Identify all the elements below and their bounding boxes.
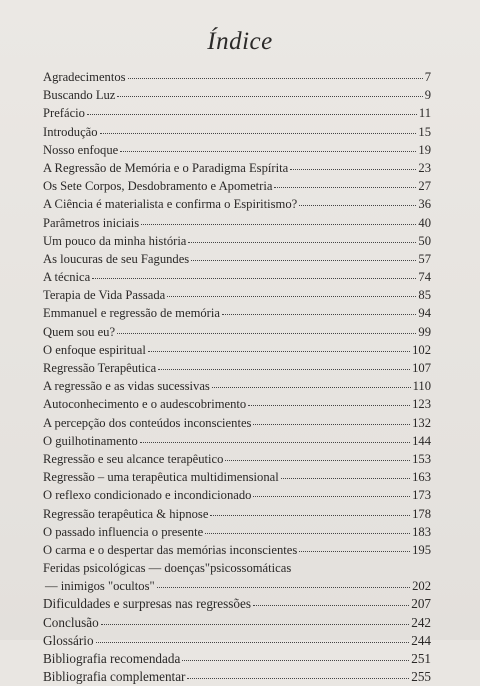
toc-entry-page-number: 242: [411, 614, 431, 630]
toc-entry-page-number: 110: [412, 379, 431, 394]
toc-entry: [43, 214, 431, 232]
toc-entry-title: Bibliografia recomendada: [43, 651, 181, 666]
dot-leader: [253, 424, 410, 425]
toc-entry-title: A regressão e as vidas sucessivas: [43, 379, 210, 394]
toc-entry-page-number: 251: [411, 651, 431, 666]
dot-leader: [281, 478, 410, 479]
dot-leader: [96, 642, 410, 643]
toc-entry-title: O carma e o despertar das memórias inconscientes: [43, 542, 298, 557]
dot-leader: [210, 515, 410, 516]
toc-entry-title: O enfoque espiritual: [43, 342, 146, 357]
toc-entry-page-number: 183: [412, 524, 431, 539]
toc-entry: [43, 650, 431, 668]
toc-entry-page-number: 9: [424, 88, 431, 103]
toc-entry-page-number: 255: [411, 669, 431, 685]
toc-entry: [43, 141, 431, 159]
dot-leader: [290, 169, 416, 170]
toc-entry: [43, 250, 431, 268]
toc-entry: [43, 341, 431, 359]
toc-entry-page-number: 50: [418, 233, 431, 248]
toc-entry-title: Autoconhecimento e o audescobrimento: [43, 397, 247, 412]
toc-entry: [43, 323, 431, 341]
toc-entry-page-number: 74: [418, 270, 431, 285]
toc-entry: [43, 286, 431, 304]
toc-entry: [43, 668, 431, 686]
dot-leader: [253, 605, 409, 606]
toc-entry-page-number: 202: [412, 579, 431, 594]
toc-entry: [43, 395, 431, 413]
toc-entry-page-number: 178: [412, 506, 431, 521]
toc-entry: [43, 523, 431, 541]
dot-leader: [117, 333, 416, 334]
dot-leader: [222, 314, 416, 315]
dot-leader: [92, 278, 416, 279]
toc-entry-title: Buscando Luz: [43, 88, 116, 103]
toc-entry-title: Dificuldades e surpresas nas regressões: [43, 596, 251, 612]
toc-entry: [43, 505, 431, 523]
toc-entry: [43, 104, 431, 122]
dot-leader: [100, 133, 417, 134]
dot-leader: [188, 242, 416, 243]
toc-entry-title: As loucuras de seu Fagundes: [43, 251, 190, 266]
dot-leader: [205, 533, 410, 534]
toc-entry: [43, 232, 431, 250]
toc-entry-title: Terapia de Vida Passada: [43, 288, 166, 303]
toc-entry-title: Prefácio: [43, 106, 85, 121]
toc-entry-title: Conclusão: [43, 614, 99, 630]
toc-entry-page-number: 144: [412, 433, 431, 448]
toc-entry: [43, 359, 431, 377]
toc-entry-page-number: 207: [411, 596, 431, 612]
dot-leader: [299, 551, 410, 552]
toc-entry-page-number: 163: [412, 470, 431, 485]
toc-entry-page-number: 11: [418, 106, 431, 121]
toc-entry-title: Feridas psicológicas — doenças"psicossomáticas: [43, 561, 292, 576]
toc-entry-page-number: 173: [412, 488, 431, 503]
toc-entry-title: O passado influencia o presente: [43, 524, 204, 539]
page-title: Índice: [207, 28, 273, 55]
toc-entry-page-number: 123: [412, 397, 431, 412]
toc-entry: [43, 86, 431, 104]
toc-entry-title: Os Sete Corpos, Desdobramento e Apometria: [43, 179, 273, 194]
dot-leader: [225, 460, 410, 461]
dot-leader: [253, 496, 410, 497]
toc-entry: [43, 577, 431, 595]
toc-entry-title: Emmanuel e regressão de memória: [43, 306, 220, 321]
toc-entry-title: O guilhotinamento: [43, 433, 138, 448]
toc-entry: [43, 68, 431, 86]
toc-entry-title: Agradecimentos: [43, 70, 126, 84]
toc-entry-title: Regressão – uma terapêutica multidimensional: [43, 470, 279, 485]
toc-entry-title: A Ciência é materialista e confirma o Espiritismo?: [43, 197, 298, 212]
toc-entry: [43, 377, 431, 395]
toc-entry: [43, 614, 431, 632]
toc-entry-title: Regressão Terapêutica: [43, 361, 157, 375]
toc-entry-page-number: 7: [424, 70, 431, 84]
toc-entry: [43, 304, 431, 322]
dot-leader: [148, 351, 410, 352]
toc-entry-title: Parâmetros iniciais: [43, 215, 140, 230]
toc-entry-page-number: 27: [418, 179, 431, 194]
toc-entry-title: Quem sou eu?: [43, 324, 116, 339]
toc-entry-title: — inimigos "ocultos": [45, 579, 155, 594]
toc-entry-page-number: 244: [411, 632, 431, 648]
dot-leader: [248, 405, 410, 406]
dot-leader: [212, 387, 411, 388]
toc-entry: [43, 123, 431, 141]
toc-entry-page-number: 107: [412, 361, 431, 375]
toc-entry: [43, 432, 431, 450]
toc-entry: [43, 450, 431, 468]
toc-entry-title: Introdução: [43, 124, 98, 139]
toc-entry-page-number: 94: [418, 306, 431, 321]
toc-entry: [43, 177, 431, 195]
toc-entry: [43, 595, 431, 613]
toc-entry-page-number: 23: [418, 160, 431, 175]
toc-entry: [43, 195, 431, 213]
dot-leader: [141, 224, 416, 225]
toc-entry: [43, 159, 431, 177]
toc-entry-title: Um pouco da minha história: [43, 233, 187, 248]
dot-leader: [158, 369, 410, 370]
toc-entry: [43, 468, 431, 486]
dot-leader: [128, 78, 423, 79]
toc-entry-title: Regressão e seu alcance terapêutico: [43, 451, 224, 466]
toc-entry-page-number: 195: [412, 542, 431, 557]
toc-entry-title: O reflexo condicionado e incondicionado: [43, 488, 252, 503]
toc-entry: [43, 414, 431, 432]
toc-entry: [43, 559, 431, 577]
dot-leader: [87, 114, 417, 115]
toc-entry-title: A percepção dos conteúdos inconscientes: [43, 415, 252, 430]
toc-entry: [43, 541, 431, 559]
dot-leader: [157, 587, 410, 588]
dot-leader: [167, 296, 416, 297]
toc-entry-title: Bibliografia complementar: [43, 669, 186, 685]
toc-entry-page-number: 36: [418, 197, 431, 212]
toc-entry-title: Glossário: [43, 632, 94, 648]
toc-entry-page-number: 99: [418, 324, 431, 339]
dot-leader: [299, 205, 416, 206]
dot-leader: [187, 678, 409, 679]
table-of-contents: [43, 68, 431, 686]
dot-leader: [120, 151, 416, 152]
toc-entry-page-number: 40: [418, 215, 431, 230]
dot-leader: [101, 624, 410, 625]
toc-entry: [43, 268, 431, 286]
toc-entry-page-number: 153: [412, 451, 431, 466]
toc-entry-page-number: 132: [412, 415, 431, 430]
toc-entry-title: Regressão terapêutica & hipnose: [43, 506, 209, 521]
dot-leader: [182, 660, 409, 661]
toc-entry-title: A Regressão de Memória e o Paradigma Espírita: [43, 160, 289, 175]
toc-entry: [43, 632, 431, 650]
toc-entry-page-number: 85: [418, 288, 431, 303]
dot-leader: [191, 260, 416, 261]
toc-entry: [43, 486, 431, 504]
toc-entry-title: Nosso enfoque: [43, 142, 119, 157]
dot-leader: [140, 442, 410, 443]
toc-entry-page-number: 102: [412, 342, 431, 357]
toc-entry-page-number: 15: [418, 124, 431, 139]
dot-leader: [274, 187, 416, 188]
toc-entry-title: A técnica: [43, 270, 91, 285]
toc-entry-page-number: 19: [418, 142, 431, 157]
dot-leader: [117, 96, 422, 97]
toc-entry-page-number: 57: [418, 251, 431, 266]
